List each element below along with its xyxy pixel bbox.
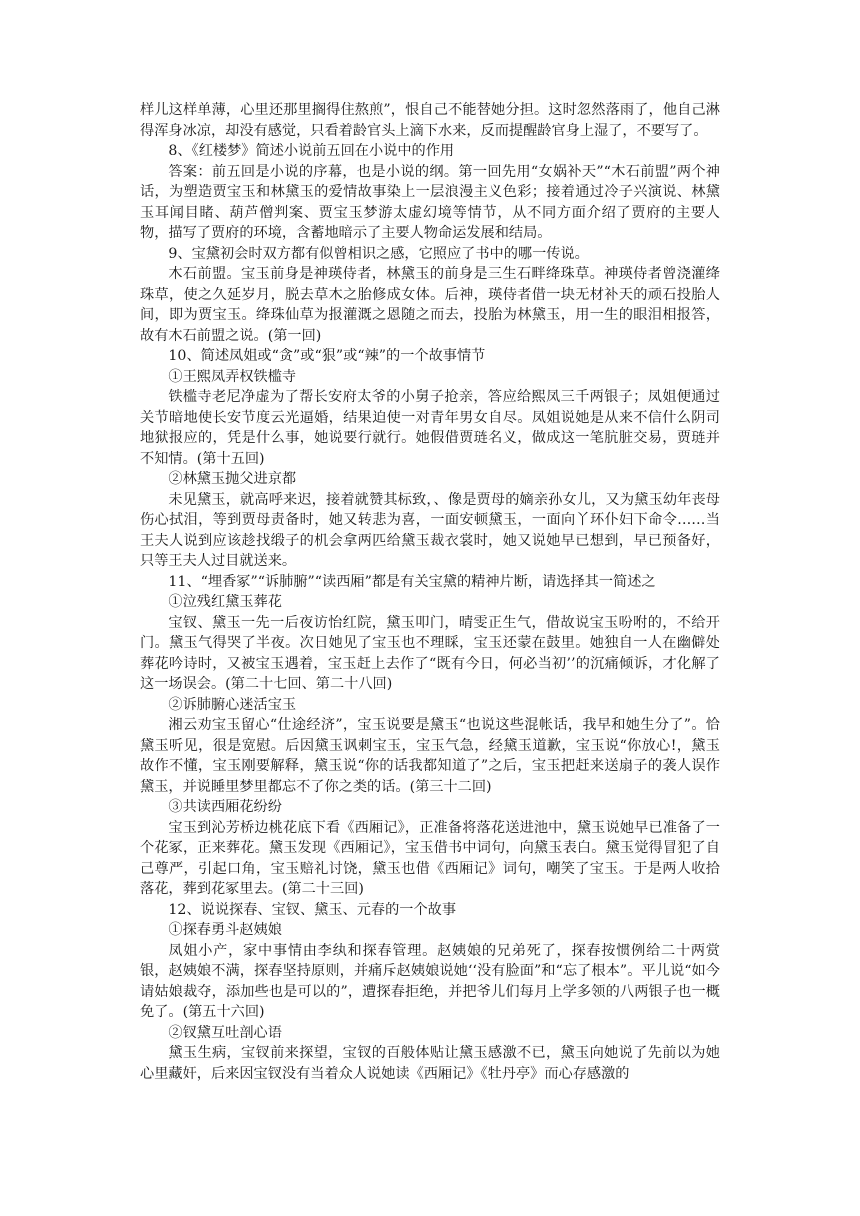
question-12-heading: 12、说说探春、宝钗、黛玉、元春的一个故事	[168, 901, 457, 918]
subheading-12-2: ②钗黛互吐剖心语	[168, 1024, 282, 1041]
answer-10-1: 铁槛寺老尼净虚为了帮长安府太爷的小舅子抢亲，答应给熙凤三千两银子；凤姐便通过关节暗地使长安节度云光逼婚，结果迫使一对青年男女自尽。凤姐说她是从来不信什么阴司地狱报应的，凭是什么事，她说要行就行。她假借贾琏名义，做成这一笔肮脏交易，贾琏并不知情。(第十五回)	[140, 389, 720, 467]
answer-12-2: 黛玉生病，宝钗前来探望，宝钗的百般体贴让黛玉感激不已，黛玉向她说了先前以为她心里藏奸，后来因宝钗没有当着众人说她读《西厢记》《牡丹亭》而心存感激的	[140, 1045, 720, 1082]
question-9-heading: 9、宝黛初会时双方都有似曾相识之感，它照应了书中的哪一传说。	[168, 245, 589, 262]
answer-11-1: 宝钗、黛玉一先一后夜访怡红院，黛玉叩门，晴雯正生气，借故说宝玉吩咐的，不给开门。黛玉气得哭了半夜。次日她见了宝玉也不理睬，宝玉还蒙在鼓里。她独自一人在幽僻处葬花吟诗时，又被宝玉遇着，宝玉赶上去作了“既有今日，何必当初’’的沉痛倾诉，才化解了这一场误会。(第二十七回、第二十八回)	[140, 614, 720, 692]
paragraph-continued: 样儿这样单薄，心里还那里搁得住熬煎”，恨自己不能替她分担。这时忽然落雨了，他自己淋得浑身冰凉，却没有感觉，只看着龄官头上滴下水来，反而提醒龄官身上湿了，不要写了。	[140, 102, 720, 139]
subheading-11-3: ③共读西厢花纷纷	[168, 799, 282, 815]
subheading-10-2: ②林黛玉抛父进京都	[168, 471, 297, 487]
subheading-11-1: ①泣残红黛玉葬花	[168, 594, 282, 610]
subheading-12-1: ①探春勇斗赵姨娘	[168, 922, 282, 938]
answer-8: 答案：前五回是小说的序幕，也是小说的纲。第一回先用“女娲补天”“木石前盟”两个神话，为塑造贾宝玉和林黛玉的爱情故事染上一层浪漫主义色彩；接着通过冷子兴演说、林黛玉耳闻目睹、葫芦僧判案、贾宝玉梦游太虚幻境等情节，从不同方面介绍了贾府的主要人物，描写了贾府的环境，含蓄地暗示了主要人物命运发展和结局。	[140, 163, 720, 241]
answer-12-1: 凤姐小产，家中事情由李纨和探春管理。赵姨娘的兄弟死了，探春按惯例给二十两赏银，赵姨娘不满，探春坚持原则，并痛斥赵姨娘说她‘‘没有脸面”和“忘了根本”。平儿说“如今请姑娘裁夺，添加些也是可以的”，遭探春拒绝，并把爷儿们每月上学多领的八两银子也一概免了。(第五十六回)	[140, 942, 720, 1020]
answer-11-2: 湘云劝宝玉留心“仕途经济”，宝玉说要是黛玉“也说这些混帐话，我早和她生分了”。恰黛玉听见，很是宽慰。后因黛玉讽刺宝玉，宝玉气急，经黛玉道歉，宝玉说“你放心!，黛玉故作不懂，宝玉刚要解释，黛玉说“你的话我都知道了”之后，宝玉把赶来送扇子的袭人误作黛玉，并说睡里梦里都忘不了你之类的话。(第三十二回)	[140, 717, 720, 795]
subheading-11-2: ②诉肺腑心迷活宝玉	[168, 696, 297, 713]
question-11-heading: 11、“埋香冢”“诉肺腑”“读西厢”都是有关宝黛的精神片断，请选择其一简述之	[168, 573, 656, 590]
answer-9: 木石前盟。宝玉前身是神瑛侍者，林黛玉的前身是三生石畔绛珠草。神瑛侍者曾浇灌绛珠草，使之久延岁月，脱去草木之胎修成女体。后神，瑛侍者借一块无材补天的顽石投胎人间，即为贾宝玉。绛珠仙草为报灌溉之恩随之而去，投胎为林黛玉，用一生的眼泪相报答，故有木石前盟之说。(第一回)	[140, 266, 720, 344]
question-10-heading: 10、简述凤姐或“贪”或“狠”或“辣”的一个故事情节	[168, 348, 486, 364]
answer-10-2: 未见黛玉，就高呼来迟，接着就赞其标致，、像是贾母的嫡亲孙女儿，又为黛玉幼年丧母伤心拭泪，等到贾母责备时，她又转悲为喜，一面安顿黛玉，一面向丫环仆妇下命令……当王夫人说到应该趁找缎子的机会拿两匹给黛玉裁衣裳时，她又说她早已想到，早已预备好，只等王夫人过目就送来。	[140, 491, 720, 569]
subheading-10-1: ①王熙凤弄权铁槛寺	[168, 368, 297, 385]
question-8-heading: 8、《红楼梦》简述小说前五回在小说中的作用	[168, 143, 455, 159]
document-page	[140, 100, 720, 1084]
answer-11-3: 宝玉到沁芳桥边桃花底下看《西厢记》，正准备将落花送进池中，黛玉说她早已准备了一个花冢，正来葬花。黛玉发现《西厢记》，宝玉借书中词句，向黛玉表白。黛玉觉得冒犯了自己尊严，引起口角，宝玉赔礼讨饶，黛玉也借《西厢记》词句，嘲笑了宝玉。于是两人收拾落花，葬到花冢里去。(第二十三回)	[140, 819, 720, 897]
